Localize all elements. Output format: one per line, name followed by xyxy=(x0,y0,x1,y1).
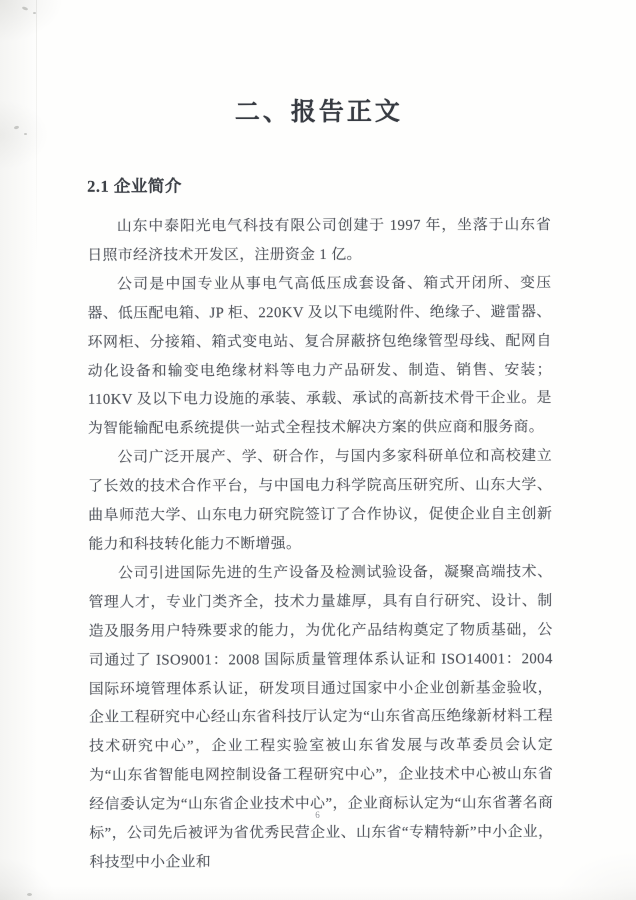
report-title: 二、报告正文 xyxy=(234,98,403,127)
paragraph-certifications: 公司引进国际先进的生产设备及检测试验设备，凝聚高端技术、管理人才，专业门类齐全，技术力量雄厚，具有自行研究、设计、制造及服务用户特殊要求的能力，为优化产品结构奠定了物质基础，公司通过了 ISO9001：2008 国际质量管理体系认证和 ISO14001：2004 国际环境管理体系认证，研发项目通过国家中小企业创新基金验收，企业工程研究中心经山东省科技厅认定为“山东省高压绝缘新材料工程技术研究中心”，企业工程实验室被山东省发展与改革委员会认定为“山东省智能电网控制设备工程研究中心”，企业技术中心被山东省经信委认定为“山东省企业技术中心”，企业商标认定为“山东省著名商标”，公司先后被评为省优秀民营企业、山东省“专精特新”中小企业，科技型中小企业和 xyxy=(88,564,554,871)
document-content xyxy=(86,0,553,878)
scan-speck xyxy=(24,133,27,135)
body-text xyxy=(87,211,553,877)
paragraph-business-scope: 公司是中国专业从事电气高低压成套设备、箱式开闭所、变压器、低压配电箱、JP 柜、220KV 及以下电缆附件、绝缘子、避雷器、环网柜、分接箱、箱式变电站、复合屏蔽挤包绝缘管型母线、配网自动化设备和输变电绝缘材料等电力产品研发、制造、销售、安装；110KV 及以下电力设施的承装、承载、承试的高新技术骨干企业。是为智能输配电系统提供一站式全程技术解决方案的供应商和服务商。 xyxy=(87,275,552,438)
scan-speck xyxy=(33,12,36,14)
section-heading: 2.1 企业简介 xyxy=(87,176,182,196)
page-number: 6 xyxy=(315,810,321,820)
scan-speck xyxy=(27,893,32,896)
paragraph-company-founding: 山东中泰阳光电气科技有限公司创建于 1997 年，坐落于山东省日照市经济技术开发区，注册资金 1 亿。 xyxy=(87,217,552,264)
paragraph-research-cooperation: 公司广泛开展产、学、研合作，与国内多家科研单位和高校建立了长效的技术合作平台，与中国电力科学院高压研究所、山东大学、曲阜师范大学、山东电力研究院签订了合作协议，促使企业自主创新能力和科技转化能力不断增强。 xyxy=(88,448,553,553)
scan-speck xyxy=(22,6,29,11)
scan-speck xyxy=(14,125,20,129)
scan-edge-artifact xyxy=(36,0,37,260)
